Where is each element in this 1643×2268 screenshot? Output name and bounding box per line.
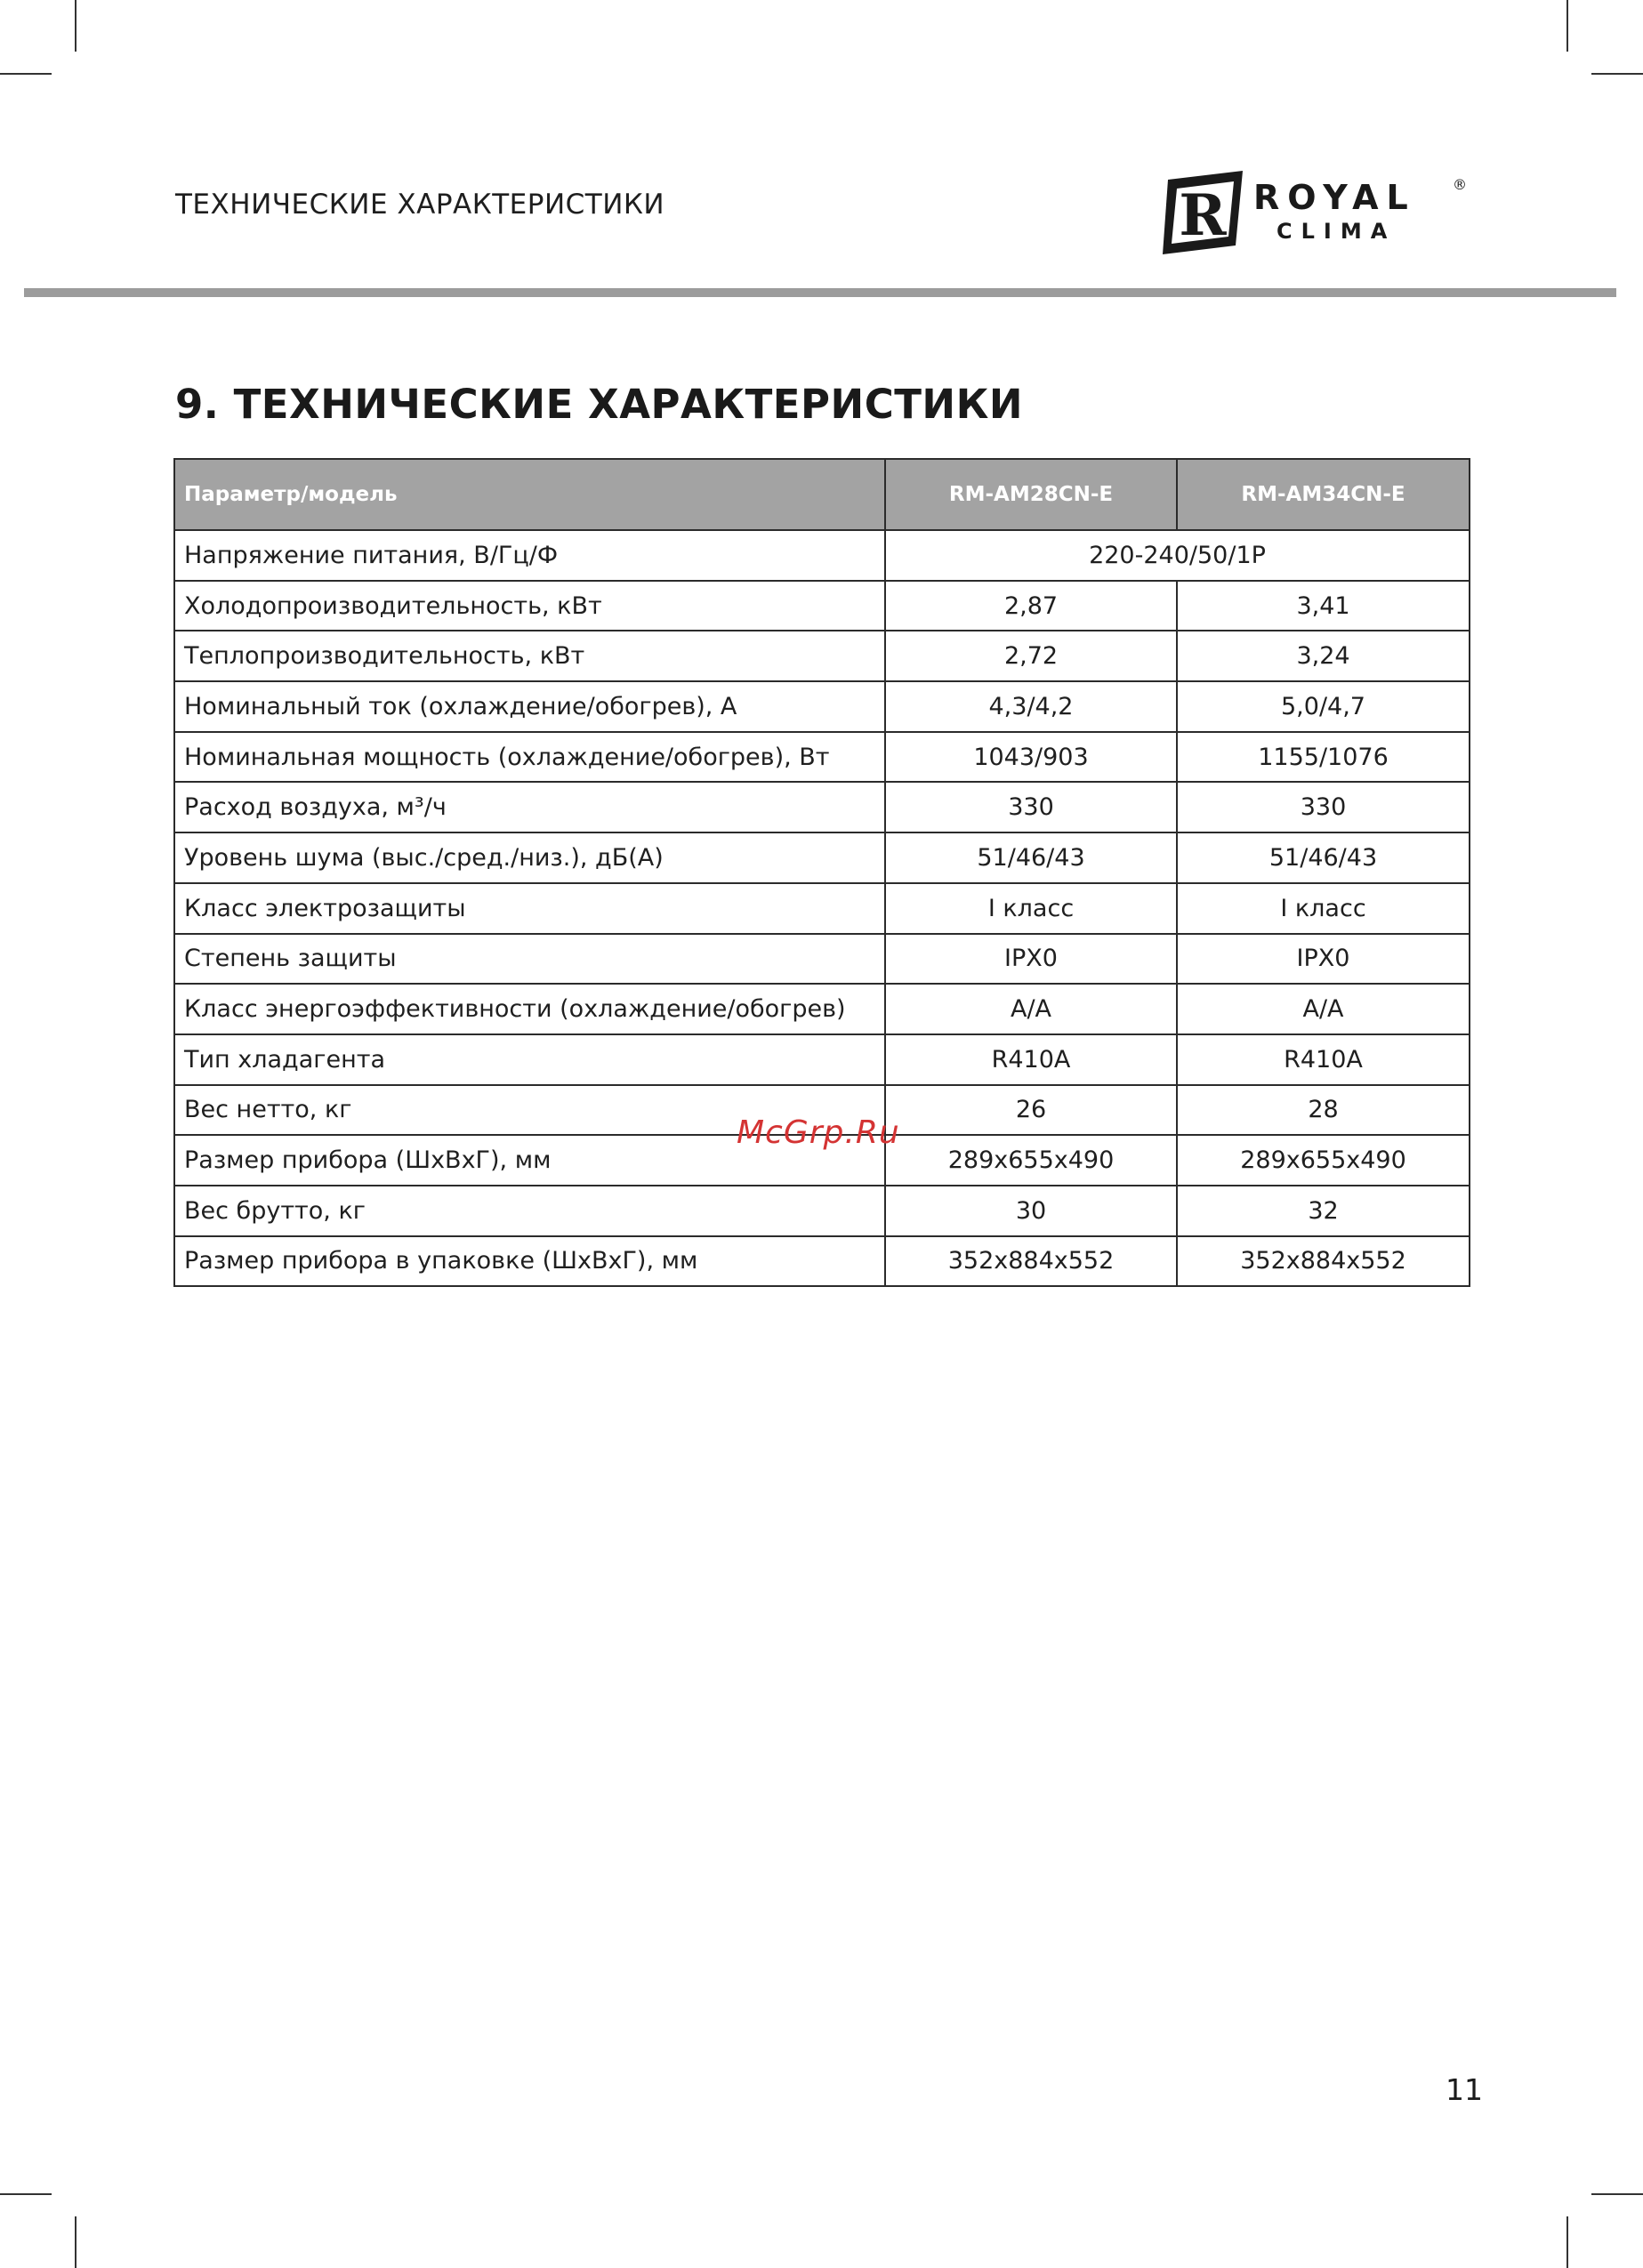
value-model-1: 2,87 (885, 581, 1177, 631)
value-model-1: 289x655x490 (885, 1135, 1177, 1186)
logo-word-royal: ROYAL (1253, 178, 1416, 217)
header-divider (24, 288, 1616, 297)
value-model-1: IPX0 (885, 934, 1177, 985)
table-row (174, 732, 1470, 783)
logo-word-clima: CLIMA (1277, 219, 1397, 244)
logo-r-mark-icon (1161, 169, 1250, 258)
crop-mark (1566, 2216, 1568, 2268)
table-row (174, 934, 1470, 985)
svg-text:R: R (1179, 182, 1227, 249)
value-model-2: 32 (1177, 1186, 1470, 1236)
parameter-name: Расход воздуха, м³/ч (174, 782, 885, 832)
table-row (174, 681, 1470, 732)
parameter-name: Вес брутто, кг (174, 1186, 885, 1236)
page-number: 11 (1446, 2072, 1483, 2107)
value-model-1: R410A (885, 1034, 1177, 1085)
table-row (174, 782, 1470, 832)
table-row (174, 1236, 1470, 1287)
value-model-2: 51/46/43 (1177, 832, 1470, 883)
value-model-1: 26 (885, 1085, 1177, 1136)
value-model-1: 1043/903 (885, 732, 1177, 783)
table-row (174, 530, 1470, 581)
value-model-2: 289x655x490 (1177, 1135, 1470, 1186)
value-model-2: R410A (1177, 1034, 1470, 1085)
table-row (174, 581, 1470, 631)
parameter-name: Степень защиты (174, 934, 885, 985)
royal-clima-logo (1161, 169, 1472, 258)
column-header-model-2: RM-AM34CN-E (1177, 459, 1470, 530)
value-model-2: 352x884x552 (1177, 1236, 1470, 1287)
crop-mark (1591, 2193, 1643, 2195)
value-model-1: 352x884x552 (885, 1236, 1177, 1287)
column-header-parameter: Параметр/модель (174, 459, 885, 530)
parameter-name: Холодопроизводительность, кВт (174, 581, 885, 631)
parameter-name: Номинальный ток (охлаждение/обогрев), А (174, 681, 885, 732)
value-model-1: 30 (885, 1186, 1177, 1236)
parameter-name: Теплопроизводительность, кВт (174, 631, 885, 681)
table-row (174, 883, 1470, 934)
value-model-2: 5,0/4,7 (1177, 681, 1470, 732)
table-row (174, 1186, 1470, 1236)
parameter-value-merged: 220-240/50/1Р (885, 530, 1470, 581)
table-row (174, 1034, 1470, 1085)
value-model-2: I класс (1177, 883, 1470, 934)
parameter-name: Размер прибора в упаковке (ШхВхГ), мм (174, 1236, 885, 1287)
logo-registered-mark: ® (1453, 176, 1467, 193)
parameter-name: Тип хладагента (174, 1034, 885, 1085)
parameter-name: Уровень шума (выс./сред./низ.), дБ(А) (174, 832, 885, 883)
value-model-2: IPX0 (1177, 934, 1470, 985)
specifications-table (173, 458, 1470, 1287)
value-model-2: A/A (1177, 984, 1470, 1034)
value-model-1: 51/46/43 (885, 832, 1177, 883)
parameter-name: Номинальная мощность (охлаждение/обогрев), Вт (174, 732, 885, 783)
crop-mark (1591, 73, 1643, 75)
crop-mark (75, 0, 77, 52)
column-header-model-1: RM-AM28CN-E (885, 459, 1177, 530)
running-header-title: ТЕХНИЧЕСКИЕ ХАРАКТЕРИСТИКИ (175, 189, 665, 221)
value-model-2: 330 (1177, 782, 1470, 832)
value-model-2: 3,41 (1177, 581, 1470, 631)
parameter-name: Размер прибора (ШхВхГ), мм (174, 1135, 885, 1186)
crop-mark (0, 2193, 52, 2195)
watermark-text: McGrp.Ru (737, 1114, 900, 1151)
table-row (174, 984, 1470, 1034)
table-row (174, 631, 1470, 681)
value-model-1: 4,3/4,2 (885, 681, 1177, 732)
crop-mark (75, 2216, 77, 2268)
value-model-2: 28 (1177, 1085, 1470, 1136)
parameter-name: Класс энергоэффективности (охлаждение/обогрев) (174, 984, 885, 1034)
crop-mark (0, 73, 52, 75)
table-row (174, 832, 1470, 883)
parameter-name: Напряжение питания, В/Гц/Ф (174, 530, 885, 581)
section-title: 9. ТЕХНИЧЕСКИЕ ХАРАКТЕРИСТИКИ (175, 381, 1024, 428)
value-model-1: 330 (885, 782, 1177, 832)
parameter-name: Класс электрозащиты (174, 883, 885, 934)
value-model-1: A/A (885, 984, 1177, 1034)
parameter-name: Вес нетто, кг (174, 1085, 885, 1136)
value-model-1: I класс (885, 883, 1177, 934)
value-model-2: 1155/1076 (1177, 732, 1470, 783)
crop-mark (1566, 0, 1568, 52)
value-model-1: 2,72 (885, 631, 1177, 681)
value-model-2: 3,24 (1177, 631, 1470, 681)
table-header-row (174, 459, 1470, 530)
